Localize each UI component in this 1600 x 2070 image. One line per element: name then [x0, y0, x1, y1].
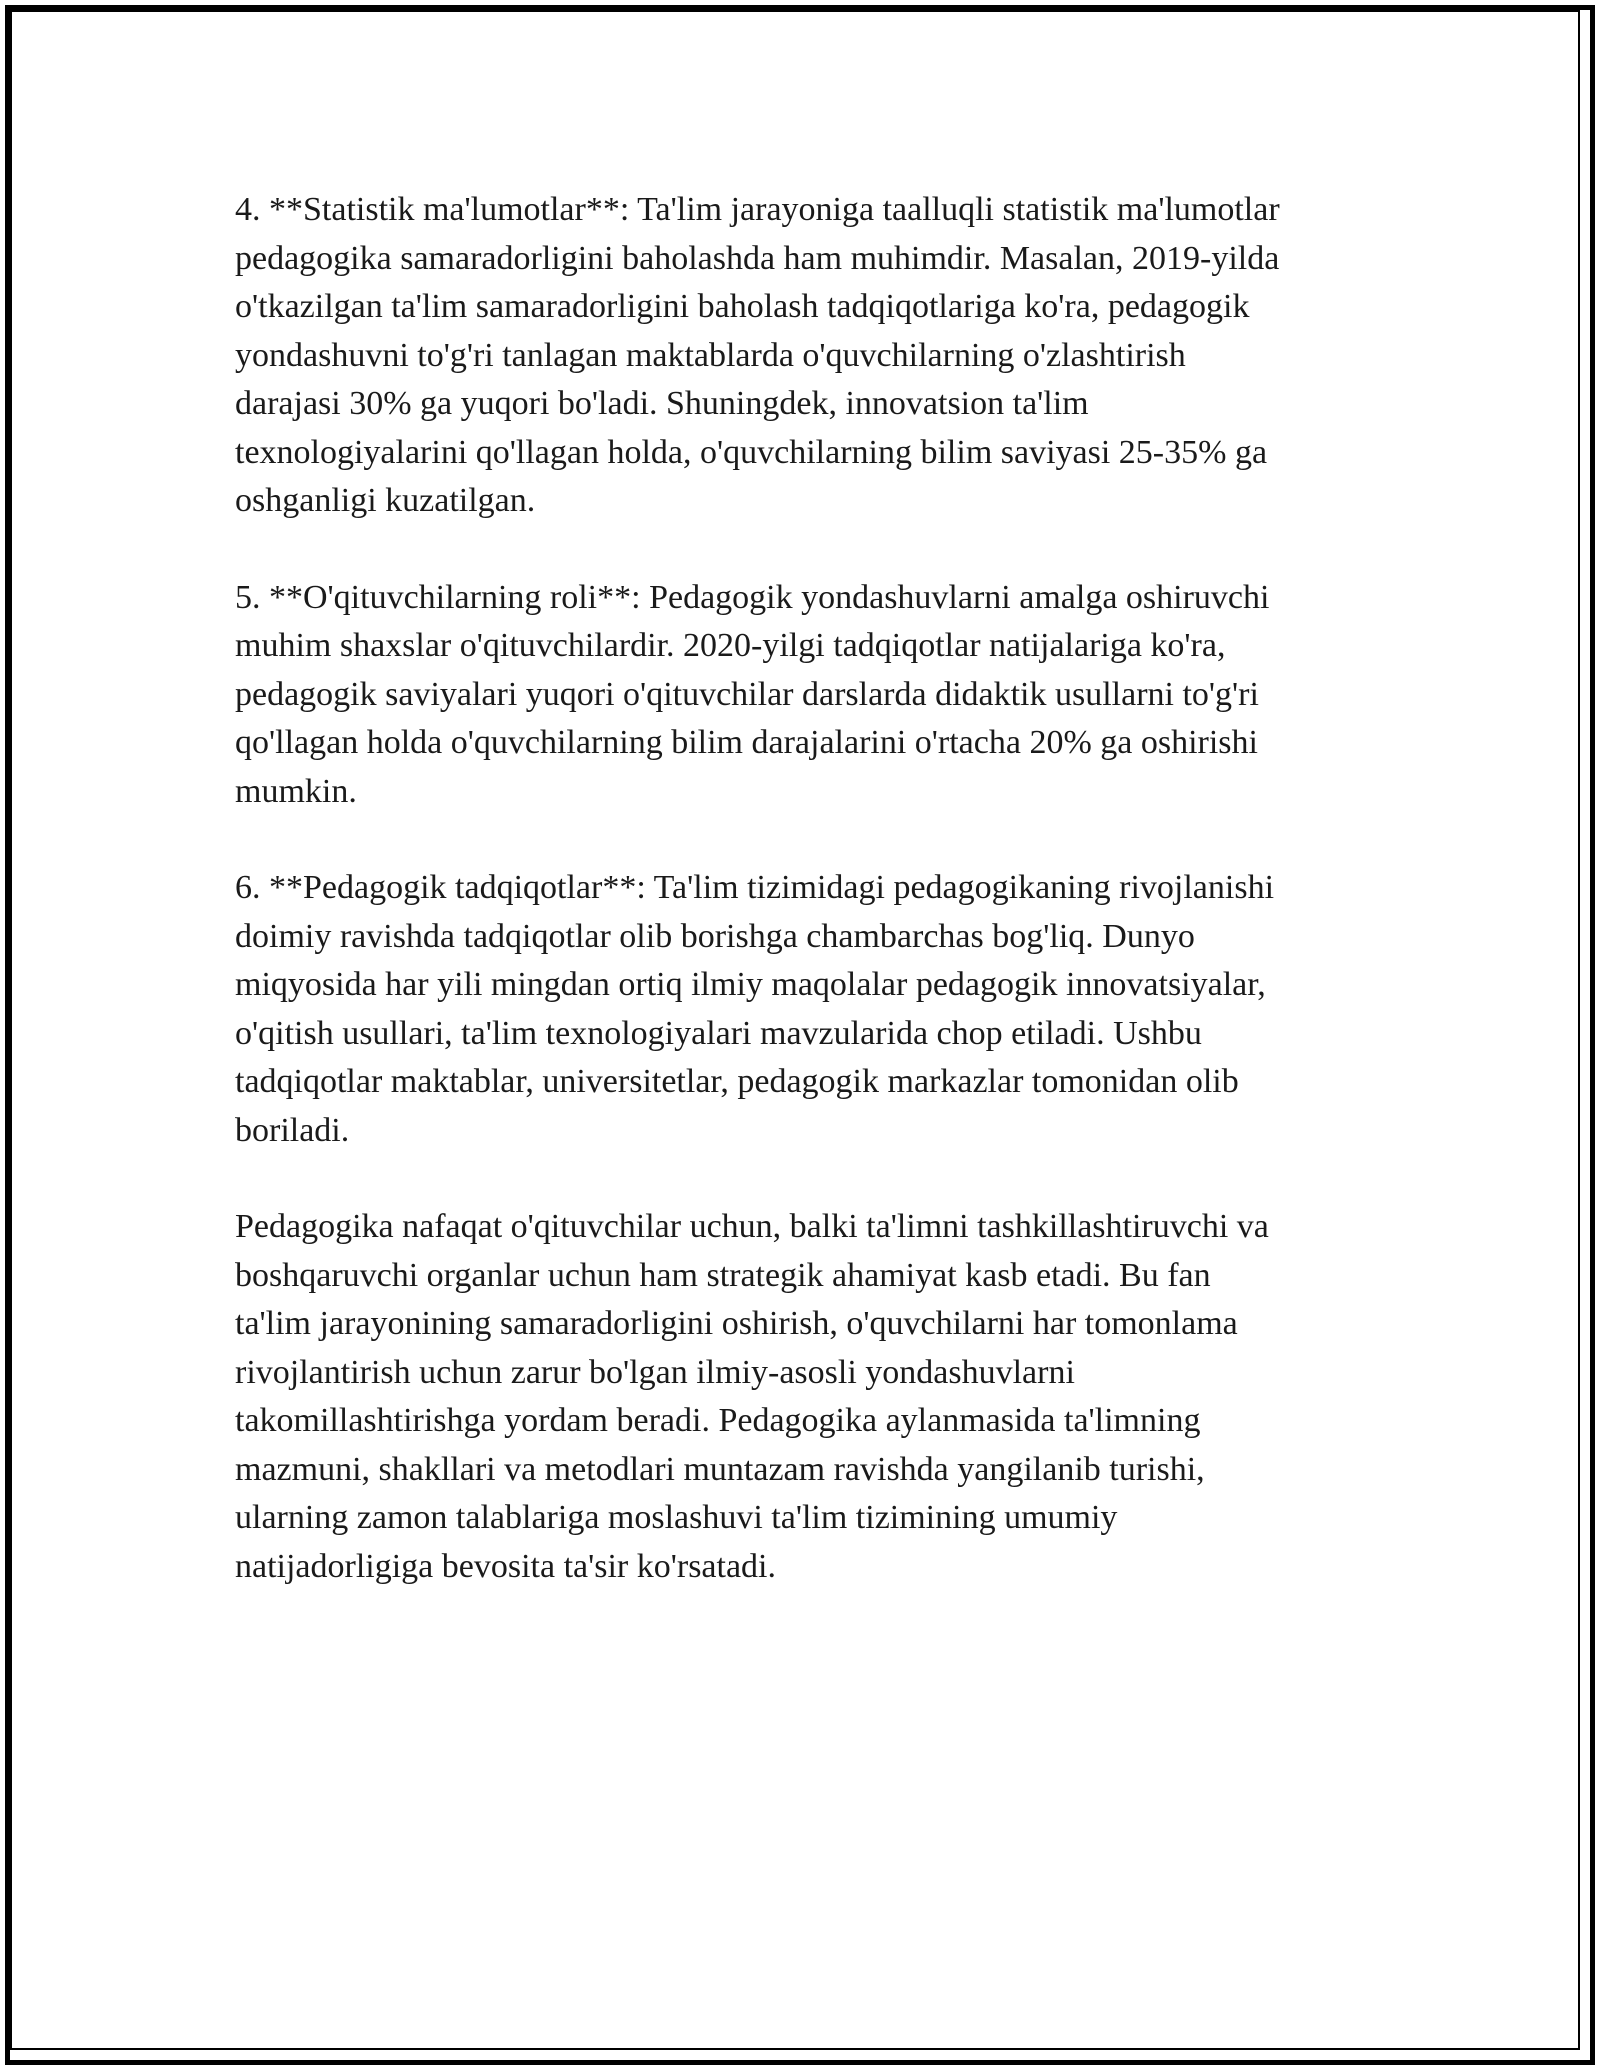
paragraph-oqituvchilarning-roli: 5. **O'qituvchilarning roli**: Pedagogik yondashuvlarni amalga oshiruvchi muhim shaxslar o'qituvchilardir. 2020-yilgi tadqiqotlar natijalariga ko'ra, pedagogik saviyalari yuqori o'qituvchilar darslarda didaktik usullarni to'g'ri qo'llagan holda o'quvchilarning bilim darajalarini o'rtacha 20% ga oshirishi mumkin. [235, 578, 1270, 810]
paragraph-statistik-malumotlar: 4. **Statistik ma'lumotlar**: Ta'lim jarayoniga taalluqli statistik ma'lumotlar pedagogika samaradorligini baholashda ham muhimdir. Masalan, 2019-yilda o'tkazilgan ta'lim samaradorligini baholash tadqiqotlariga ko'ra, pedagogik yondashuvni to'g'ri tanlagan maktablarda o'quvchilarning o'zlashtirish darajasi 30% ga yuqori bo'ladi. Shuningdek, innovatsion ta'lim texnologiyalarini qo'llagan holda, o'quvchilarning bilim saviyasi 25-35% ga oshganligi kuzatilgan. [235, 191, 1280, 519]
paragraph-conclusion: Pedagogika nafaqat o'qituvchilar uchun, balki ta'limni tashkillashtiruvchi va boshqaruvchi organlar uchun ham strategik ahamiyat kasb etadi. Bu fan ta'lim jarayonining samaradorligini oshirish, o'quvchilarni har tomonlama rivojlantirish uchun zarur bo'lgan ilmiy-asosli yondashuvlarni takomillashtirishga yordam beradi. Pedagogika aylanmasida ta'limning mazmuni, shakllari va metodlari muntazam ravishda yangilanib turishi, ularning zamon talablariga moslashuvi ta'lim tizimining umumiy natijadorligiga bevosita ta'sir ko'rsatadi. [235, 1208, 1269, 1585]
paragraph-pedagogik-tadqiqotlar: 6. **Pedagogik tadqiqotlar**: Ta'lim tizimidagi pedagogikaning rivojlanishi doimiy ravishda tadqiqotlar olib borishga chambarchas bog'liq. Dunyo miqyosida har yili mingdan ortiq ilmiy maqolalar pedagogik innovatsiyalar, o'qitish usullari, ta'lim texnologiyalari mavzularida chop etiladi. Ushbu tadqiqotlar maktablar, universitetlar, pedagogik markazlar tomonidan olib boriladi. [235, 869, 1275, 1149]
document-body [235, 186, 1380, 1639]
